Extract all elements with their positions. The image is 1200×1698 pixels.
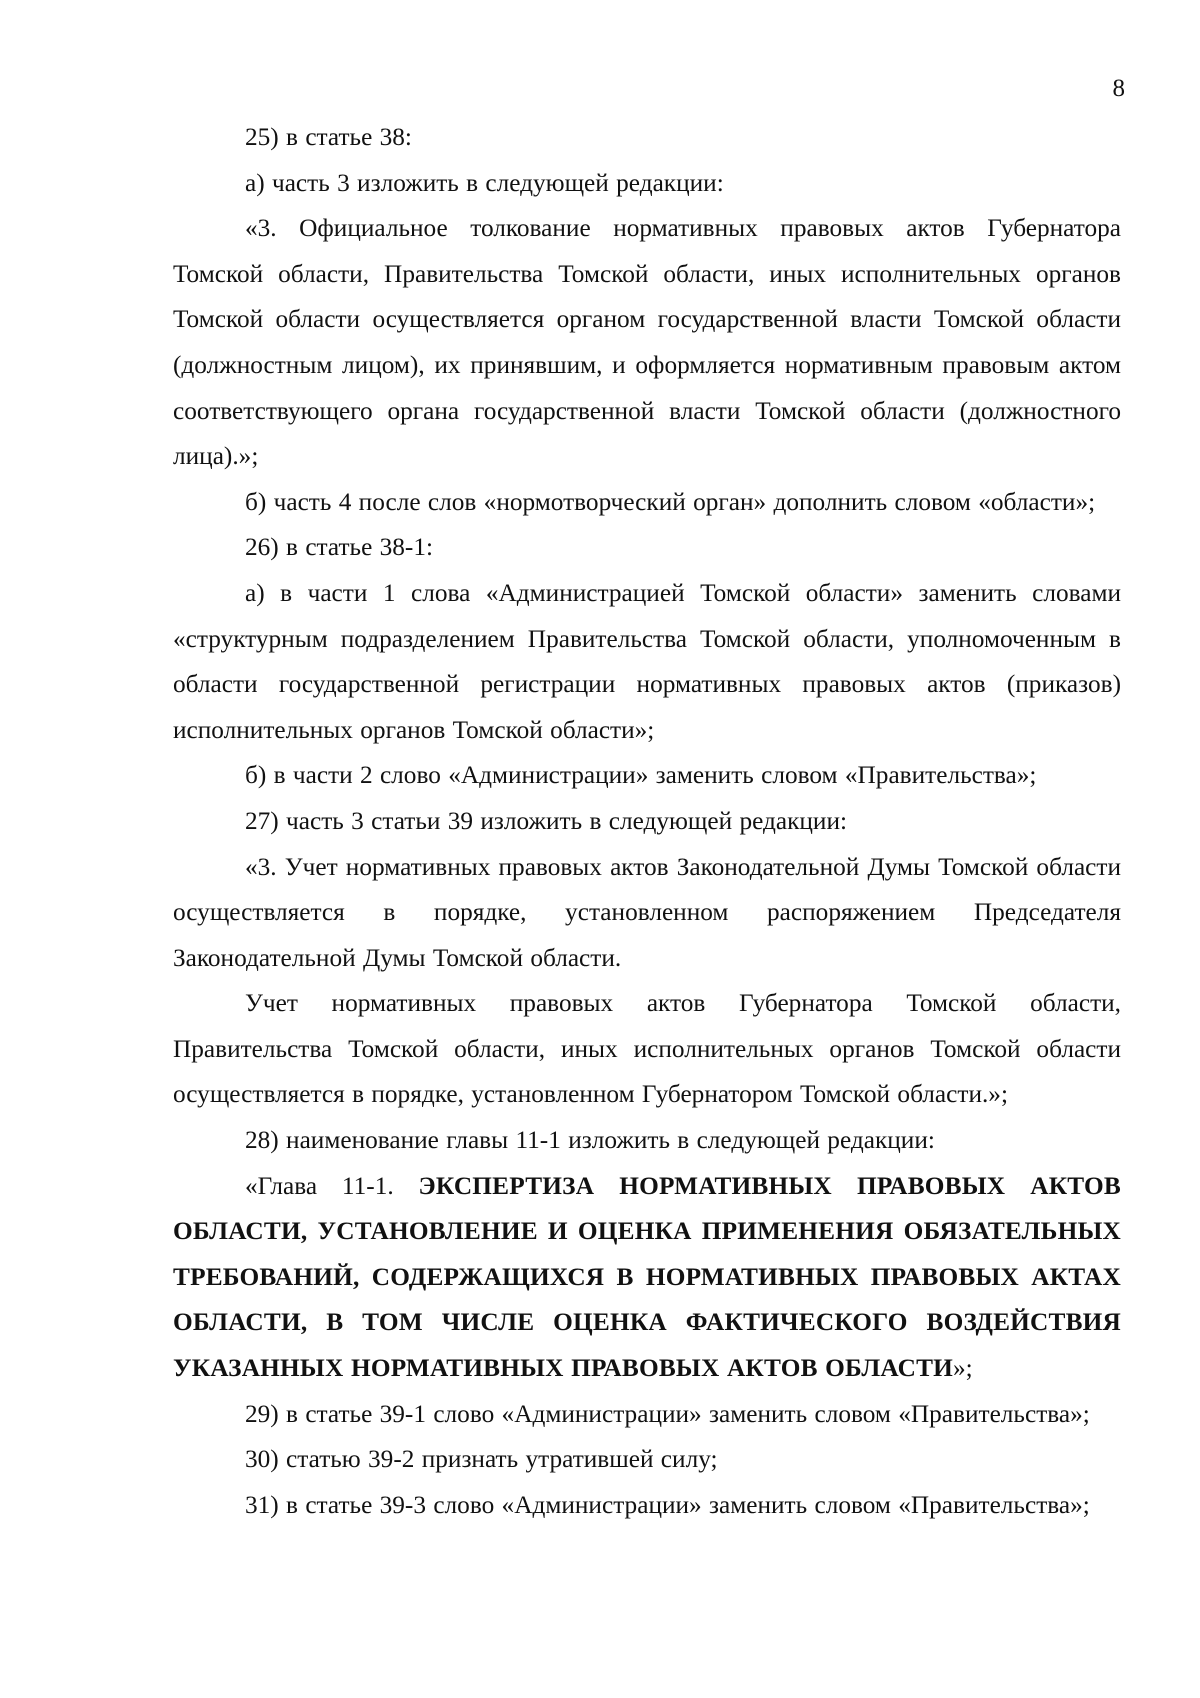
item-26-b: б) в части 2 слово «Администрации» заменить словом «Правительства»;: [245, 761, 1037, 790]
chapter-heading: [173, 1164, 1121, 1392]
item-27-text-2: Учет нормативных правовых актов Губернатора Томской области, Правительства Томской области, иных исполнительных органов Томской области осуществляется в порядке, установленном Губернатором Томской области.»;: [173, 989, 1121, 1109]
chapter-heading-suffix: »;: [953, 1354, 973, 1383]
item-25-a: а) часть 3 изложить в следующей редакции:: [245, 168, 724, 197]
item-27: 27) часть 3 статьи 39 изложить в следующей редакции:: [245, 806, 848, 835]
item-30: 30) статью 39-2 признать утратившей силу;: [245, 1445, 718, 1474]
item-28: 28) наименование главы 11-1 изложить в следующей редакции:: [245, 1126, 935, 1155]
item-29: 29) в статье 39-1 слово «Администрации» заменить словом «Правительства»;: [245, 1399, 1090, 1428]
item-31: 31) в статье 39-3 слово «Администрации» заменить словом «Правительства»;: [245, 1490, 1090, 1519]
document-body: [173, 115, 1121, 1528]
item-26-a: а) в части 1 слова «Администрацией Томской области» заменить словами «структурным подразделением Правительства Томской области, уполномоченным в области государственной регистрации нормативных правовых актов (приказов) исполнительных органов Томской области»;: [173, 578, 1121, 744]
item-25-b: б) часть 4 после слов «нормотворческий орган» дополнить словом «области»;: [245, 487, 1096, 516]
item-25: 25) в статье 38:: [245, 123, 412, 151]
page-number: 8: [1112, 75, 1125, 102]
item-25-a-text: «3. Официальное толкование нормативных правовых актов Губернатора Томской области, Правительства Томской области, иных исполнительных органов Томской области осуществляется органом государственной власти Томской области (должностным лицом), их принявшим, и оформляется нормативным правовым актом соответствующего органа государственной власти Томской области (должностного лица).»;: [173, 214, 1121, 471]
chapter-heading-title: ЭКСПЕРТИЗА НОРМАТИВНЫХ ПРАВОВЫХ АКТОВ ОБЛАСТИ, УСТАНОВЛЕНИЕ И ОЦЕНКА ПРИМЕНЕНИЯ ОБЯЗАТЕЛЬНЫХ ТРЕБОВАНИЙ, СОДЕРЖАЩИХСЯ В НОРМАТИВНЫХ ПРАВОВЫХ АКТАХ ОБЛАСТИ, В ТОМ ЧИСЛЕ ОЦЕНКА ФАКТИЧЕСКОГО ВОЗДЕЙСТВИЯ УКАЗАННЫХ НОРМАТИВНЫХ ПРАВОВЫХ АКТОВ ОБЛАСТИ: [173, 1171, 1121, 1383]
item-26: 26) в статье 38-1:: [245, 533, 434, 562]
item-27-text-1: «3. Учет нормативных правовых актов Законодательной Думы Томской области осуществляется в порядке, установленном распоряжением Председателя Законодательной Думы Томской области.: [173, 852, 1121, 972]
chapter-heading-prefix: «Глава 11-1.: [245, 1171, 419, 1200]
